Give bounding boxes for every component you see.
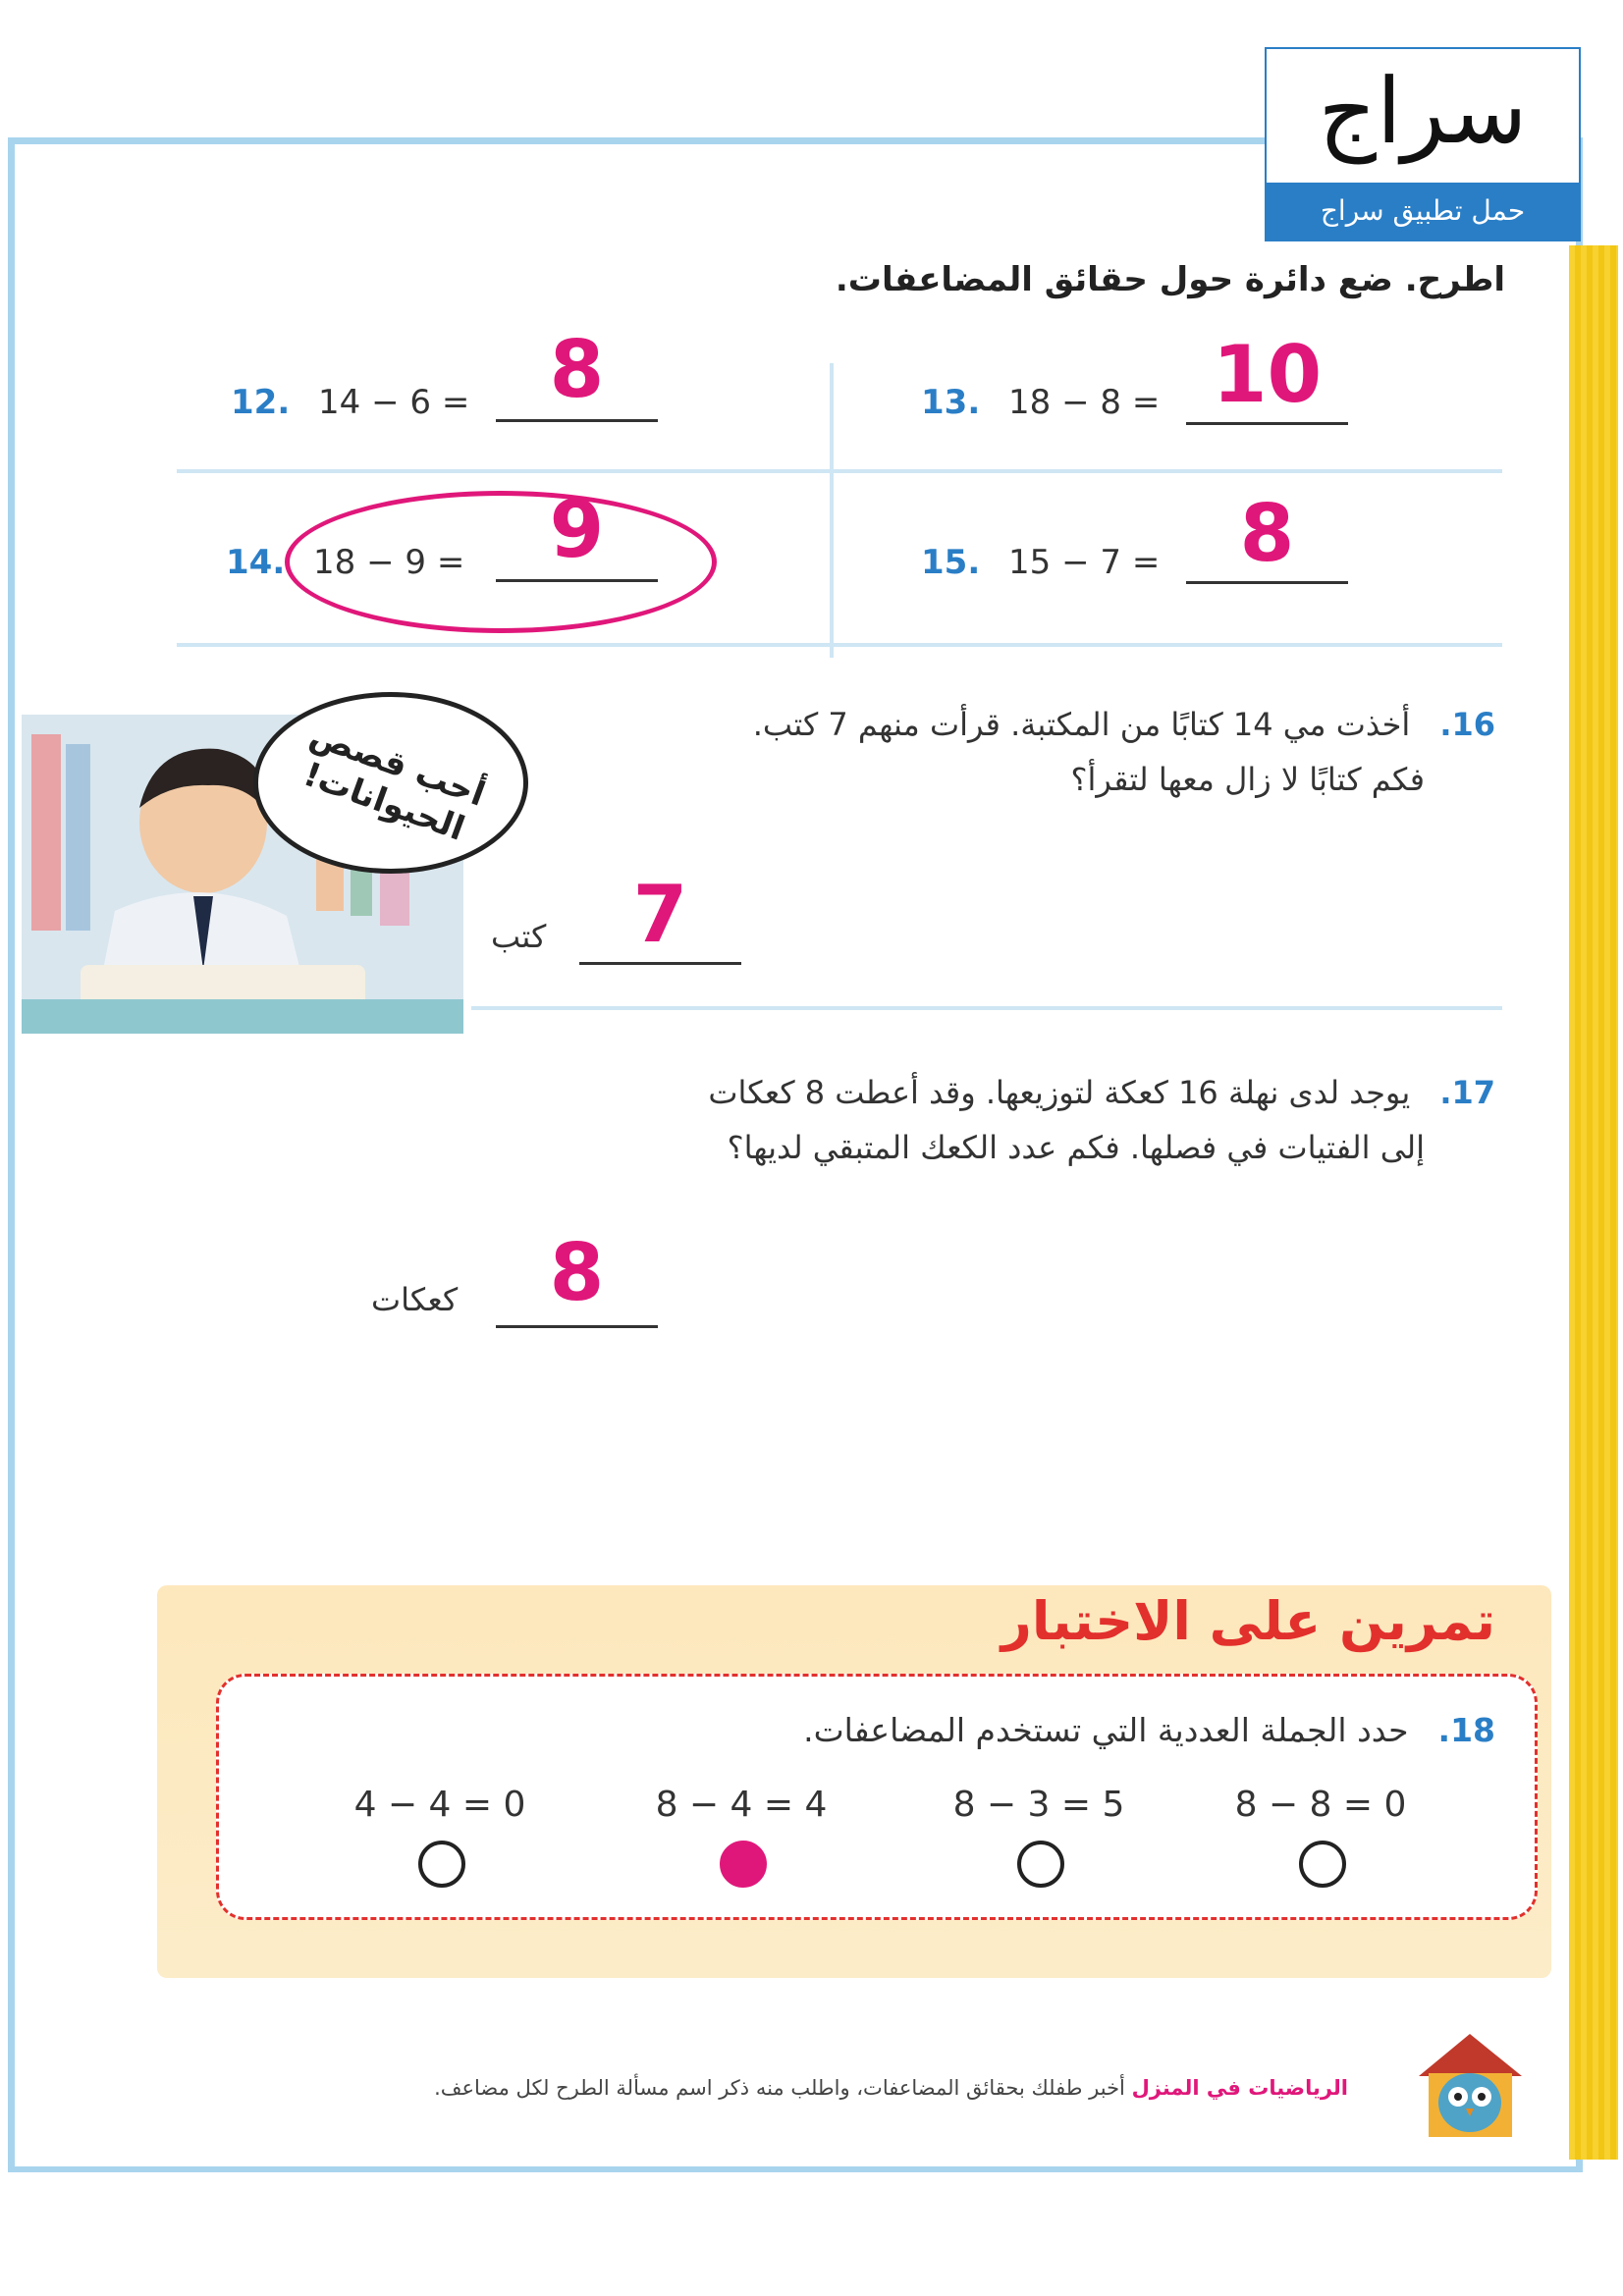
question-16-line2: فكم كتابًا لا زال معها لتقرأ؟ — [1070, 761, 1425, 798]
option-1-radio[interactable] — [1299, 1841, 1346, 1888]
exercise-number: 13. — [921, 383, 981, 422]
question-17 — [514, 1065, 1495, 1175]
option-3-radio-selected[interactable] — [720, 1841, 767, 1888]
logo-name: سراج — [1318, 59, 1528, 164]
answer-line-15 — [1186, 581, 1348, 584]
question-17-line2: إلى الفتيات في فصلها. فكم عدد الكعك المتبقي لديها؟ — [727, 1129, 1425, 1166]
question-17-line1: يوجد لدى نهلة 16 كعكة لتوزيعها. وقد أعطت 8 كعكات — [708, 1074, 1411, 1111]
grid-line-v — [830, 363, 834, 658]
answer-12: 8 — [549, 324, 605, 415]
option-3-label: 8 − 4 = 4 — [655, 1785, 828, 1825]
question-18 — [803, 1703, 1495, 1758]
exercise-number: 15. — [921, 543, 981, 582]
question-number: 18. — [1437, 1711, 1495, 1749]
footer-text: أخبر طفلك بحقائق المضاعفات، واطلب منه ذكر اسم مسألة الطرح لكل مضاعف. — [434, 2076, 1125, 2100]
question-number: 16. — [1439, 706, 1495, 743]
answer-line-16 — [579, 962, 741, 965]
grid-line-h2 — [177, 643, 1502, 647]
exercise-12 — [231, 383, 469, 422]
logo-tagline: حمل تطبيق سراج — [1267, 183, 1579, 240]
exercise-number: 14. — [226, 543, 286, 582]
option-1-label: 8 − 8 = 0 — [1234, 1785, 1407, 1825]
question-16-line1: أخذت مي 14 كتابًا من المكتبة. قرأت منهم 7 كتب. — [752, 706, 1411, 743]
owl-house-icon — [1409, 2022, 1532, 2145]
answer-line-17 — [496, 1325, 658, 1328]
speech-bubble — [253, 692, 528, 874]
answer-16: 7 — [632, 869, 688, 960]
grid-line-h1 — [177, 469, 1502, 473]
answer-17: 8 — [549, 1227, 605, 1318]
answer-15: 8 — [1239, 488, 1295, 579]
exercise-expression: 18 − 8 = — [1008, 383, 1161, 422]
unit-cakes: كعكات — [371, 1281, 459, 1318]
footer-note — [434, 2076, 1348, 2100]
option-2-label: 8 − 3 = 5 — [952, 1785, 1125, 1825]
exercise-expression: 14 − 6 = — [318, 383, 470, 422]
question-16 — [612, 697, 1495, 807]
answer-13: 10 — [1212, 329, 1323, 420]
option-4-radio[interactable] — [418, 1841, 465, 1888]
exercise-13 — [921, 383, 1160, 422]
exercise-15 — [921, 543, 1160, 582]
exercise-expression: 15 − 7 = — [1008, 543, 1161, 582]
option-2-radio[interactable] — [1017, 1841, 1064, 1888]
instruction-text: اطرح. ضع دائرة حول حقائق المضاعفات. — [835, 260, 1505, 299]
answer-14: 9 — [549, 484, 605, 575]
question-18-text: حدد الجملة العددية التي تستخدم المضاعفات. — [803, 1711, 1409, 1749]
option-4-label: 4 − 4 = 0 — [353, 1785, 526, 1825]
answer-line-12 — [496, 419, 658, 422]
speech-bubble-text: أحب قصص الحيوانات! — [298, 715, 491, 849]
yellow-side-strip — [1569, 245, 1618, 2160]
grid-line-h3 — [471, 1006, 1502, 1010]
unit-books: كتب — [491, 918, 547, 955]
question-number: 17. — [1439, 1074, 1495, 1111]
doubles-fact-circle — [285, 491, 717, 633]
test-practice-title: تمرين على الاختبار — [1001, 1590, 1495, 1652]
siraj-logo[interactable] — [1265, 47, 1581, 241]
answer-line-13 — [1186, 422, 1348, 425]
footer-label: الرياضيات في المنزل — [1131, 2076, 1348, 2100]
exercise-expression: 18 − 9 = — [313, 543, 465, 582]
exercise-number: 12. — [231, 383, 291, 422]
